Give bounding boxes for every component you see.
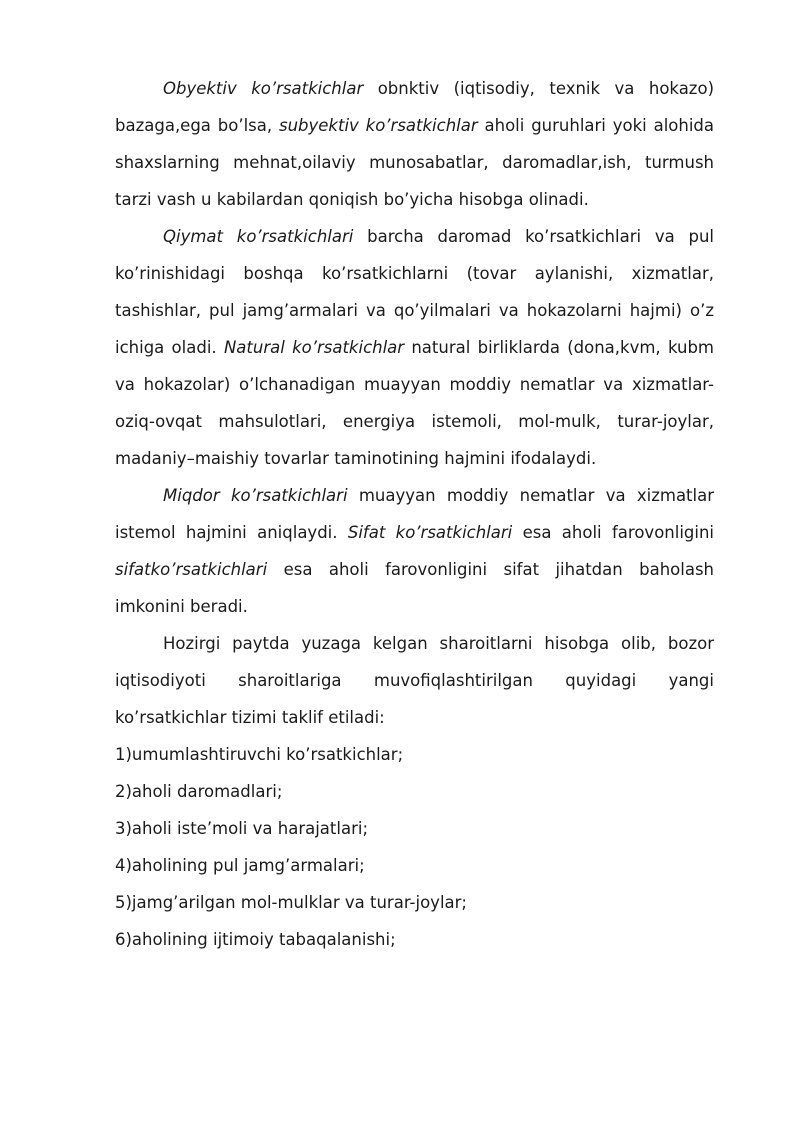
paragraph-text: muayyan moddiy nematlar va xizmatlar istemol hajmini aniqlaydi. <box>115 486 715 542</box>
term-quantity: Miqdor ko’rsatkichlari <box>163 486 348 505</box>
paragraph-objective-subjective <box>115 70 714 218</box>
term-quality-alt: sifatko’rsatkichlari <box>115 560 268 579</box>
paragraph-text: Hozirgi paytda yuzaga kelgan sharoitlarni hisobga olib, bozor iqtisodiyoti sharoitlariga muvofiqlashtirilgan quyidagi yangi ko’rsatkichlar tizimi taklif etiladi: <box>115 634 714 727</box>
term-natural: Natural ko’rsatkichlar <box>223 338 405 357</box>
list-item: 3)aholi iste’moli va harajatlari; <box>115 819 369 838</box>
term-value: Qiymat ko’rsatkichlari <box>163 227 354 246</box>
indicator-list <box>115 736 714 958</box>
paragraph-text: esa aholi farovonligini <box>512 523 715 542</box>
list-item: 6)aholining ijtimoiy tabaqalanishi; <box>115 930 396 949</box>
term-quality: Sifat ko’rsatkichlari <box>347 523 513 542</box>
list-item: 5)jamg’arilgan mol-mulklar va turar-joylar; <box>115 893 467 912</box>
paragraph-new-system <box>115 625 714 736</box>
term-subjective: subyektiv ko’rsatkichlar <box>278 116 478 135</box>
paragraph-text: natural birliklarda (dona,kvm, kubm va hokazolar) o’lchanadigan muayyan moddiy nematlar va xizmatlar-oziq-ovqat mahsulotlari, energiya istemoli, mol-mulk, turar-joylar, madaniy–maishiy tovarlar taminotining hajmini ifodalaydi. <box>115 338 714 468</box>
paragraph-quantity-quality <box>115 477 714 625</box>
document-page <box>115 70 714 958</box>
list-item: 1)umumlashtiruvchi ko’rsatkichlar; <box>115 745 404 764</box>
paragraph-value-natural <box>115 218 714 477</box>
paragraph-text: barcha daromad ko’rsatkichlari va pul ko’rinishidagi boshqa ko’rsatkichlarni (tovar aylanishi, xizmatlar, tashishlar, pul jamg’armalari va qo’yilmalari va hokazolarni hajmi) o’z ichiga oladi. <box>115 227 714 357</box>
paragraph-text: aholi guruhlari yoki alohida shaxslarning mehnat,oilaviy munosabatlar, daromadlar,ish, turmush tarzi vash u kabilardan qoniqish bo’yicha hisobga olinadi. <box>115 116 714 209</box>
term-objective: Obyektiv ko’rsatkichlar <box>163 79 364 98</box>
paragraph-text: obnktiv (iqtisodiy, texnik va hokazo) bazaga,ega bo’lsa, <box>115 79 715 135</box>
paragraph-text: esa aholi farovonligini sifat jihatdan baholash imkonini beradi. <box>115 560 714 616</box>
list-item: 2)aholi daromadlari; <box>115 782 283 801</box>
list-item: 4)aholining pul jamg’armalari; <box>115 856 365 875</box>
